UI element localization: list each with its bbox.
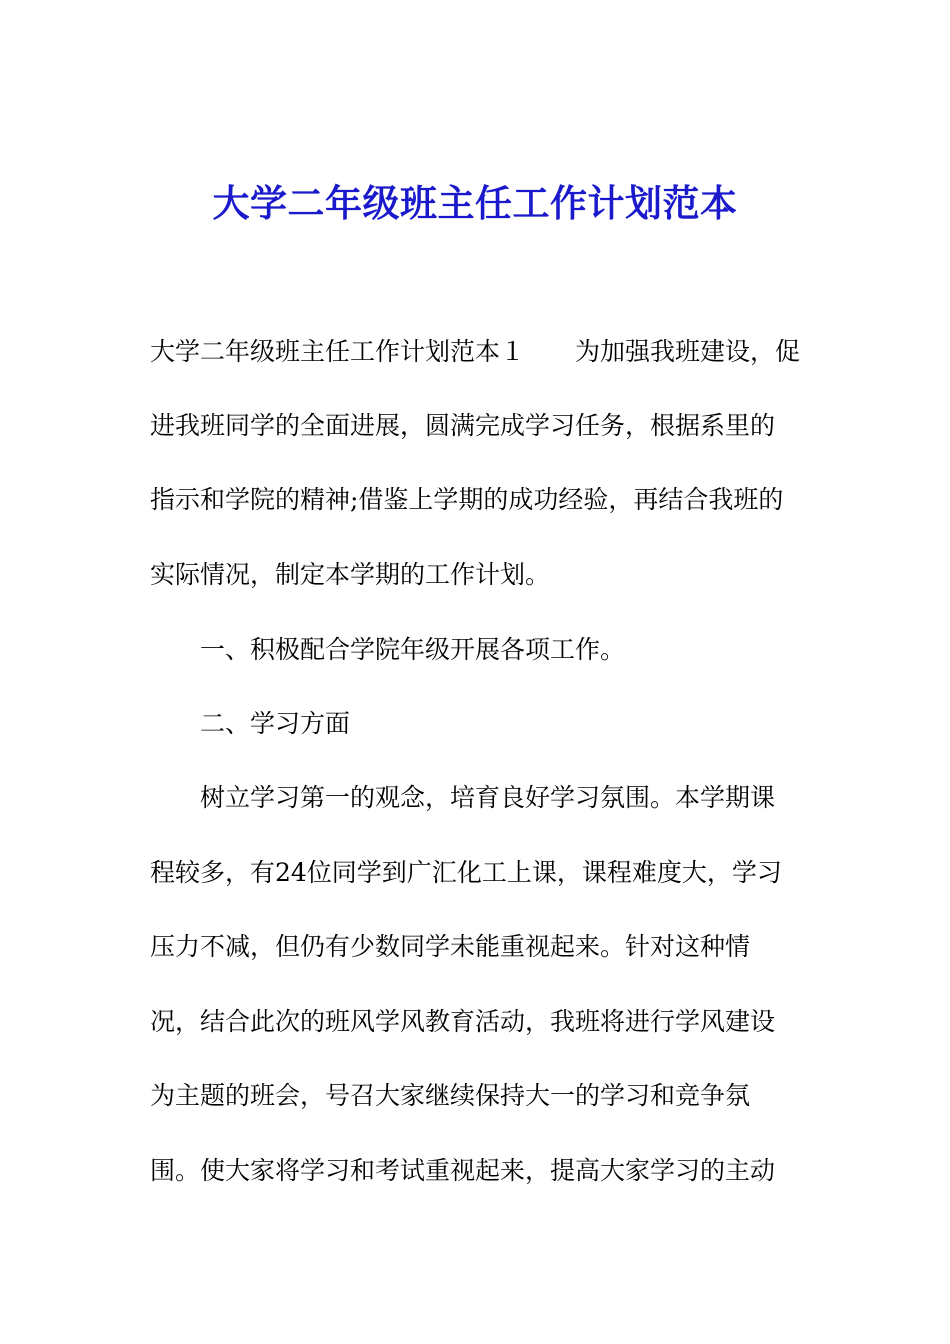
body-line-9: 为主题的班会，号召大家继续保持大一的学习和竞争氛 bbox=[150, 1081, 751, 1110]
body-line-6: 程较多，有24位同学到广汇化工上课，课程难度大，学习 bbox=[150, 858, 782, 887]
body-line-7: 压力不减，但仍有少数同学未能重视起来。针对这种情 bbox=[150, 932, 751, 961]
body-line-8: 况，结合此次的班风学风教育活动，我班将进行学风建设 bbox=[150, 1007, 776, 1036]
section-heading-1: 一、积极配合学院年级开展各项工作。 bbox=[150, 635, 626, 664]
document-title: 大学二年级班主任工作计划范本 bbox=[212, 181, 738, 225]
body-line-2: 进我班同学的全面进展，圆满完成学习任务，根据系里的 bbox=[150, 411, 776, 440]
section-heading-2: 二、学习方面 bbox=[150, 709, 351, 738]
body-line-1: 大学二年级班主任工作计划范本１ 为加强我班建设，促 bbox=[150, 337, 801, 366]
body-line-5: 树立学习第一的观念，培育良好学习氛围。本学期课 bbox=[150, 783, 776, 812]
body-line-3: 指示和学院的精神;借鉴上学期的成功经验，再结合我班的 bbox=[150, 485, 784, 514]
body-line-4: 实际情况，制定本学期的工作计划。 bbox=[150, 560, 551, 589]
body-line-10: 围。使大家将学习和考试重视起来，提高大家学习的主动 bbox=[150, 1156, 776, 1185]
